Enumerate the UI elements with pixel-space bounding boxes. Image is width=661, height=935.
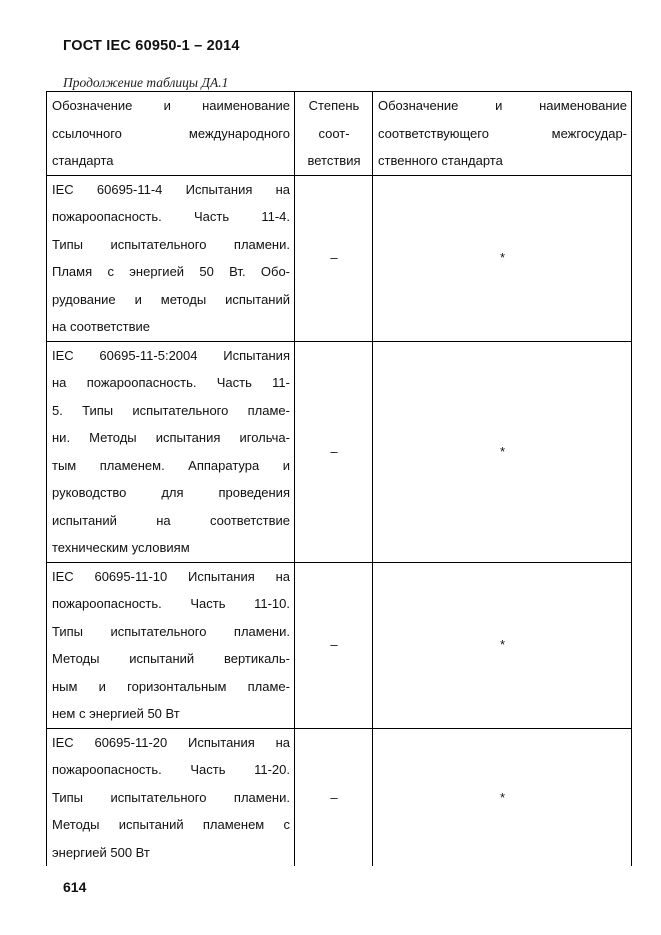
header-line: соот- (318, 125, 350, 141)
header-line: Степень (308, 98, 360, 113)
cell-line: IEC 60695-11-5:2004 Испытания (52, 347, 290, 363)
cell-line: Методы испытаний пламенем с (52, 817, 290, 832)
cell-line: на соответствие (52, 319, 151, 334)
header-degree (295, 92, 373, 176)
header-interstate-standard (373, 92, 632, 176)
cell-line: нем с энергией 50 Вт (52, 706, 180, 721)
table-row (47, 175, 632, 341)
international-standard-cell (47, 341, 295, 562)
cell-line: Типы испытательного пламени. (52, 236, 290, 252)
header-international-standard (47, 92, 295, 176)
cell-line: Пламя с энергией 50 Вт. Обо- (52, 264, 290, 279)
header-line: ссылочного международного (52, 125, 290, 141)
cell-line: Методы испытаний вертикаль- (52, 651, 290, 666)
cell-line: пожароопасность. Часть 11-20. (52, 762, 290, 777)
cell-line: техническим условиям (52, 540, 190, 555)
cell-line: Типы испытательного пламени. (52, 789, 290, 805)
header-line: ственного стандарта (378, 153, 503, 168)
cell-line: Типы испытательного пламени. (52, 623, 290, 639)
cell-line: 5. Типы испытательного пламе- (52, 402, 290, 418)
header-line: Обозначение и наименование (378, 98, 627, 113)
degree-cell: – (295, 728, 373, 866)
header-line: ветствия (307, 153, 361, 168)
international-standard-cell (47, 175, 295, 341)
header-line: Обозначение и наименование (52, 98, 290, 113)
header-line: стандарта (52, 153, 114, 168)
degree-cell: – (295, 562, 373, 728)
international-standard-cell (47, 728, 295, 866)
cell-line: на пожароопасность. Часть 11- (52, 375, 290, 390)
table-row (47, 341, 632, 562)
document-title: ГОСТ IEC 60950-1 – 2014 (63, 38, 240, 54)
cell-line: ным и горизонтальным пламе- (52, 678, 290, 694)
cell-line: руководство для проведения (52, 485, 290, 500)
standards-table (46, 91, 632, 866)
cell-line: IEC 60695-11-4 Испытания на (52, 181, 290, 197)
cell-line: ни. Методы испытания игольча- (52, 430, 290, 445)
interstate-standard-cell: * (373, 341, 632, 562)
cell-line: рудование и методы испытаний (52, 291, 290, 307)
table-caption: Продолжение таблицы ДА.1 (63, 75, 229, 90)
interstate-standard-cell: * (373, 562, 632, 728)
cell-line: энергией 500 Вт (52, 844, 150, 860)
degree-cell: – (295, 341, 373, 562)
interstate-standard-cell: * (373, 175, 632, 341)
header-line: соответствующего межгосудар- (378, 125, 627, 141)
international-standard-cell (47, 562, 295, 728)
cell-line: пожароопасность. Часть 11-10. (52, 596, 290, 611)
cell-line: тым пламенем. Аппаратура и (52, 457, 290, 473)
table-row (47, 562, 632, 728)
cell-line: испытаний на соответствие (52, 512, 290, 528)
cell-line: IEC 60695-11-10 Испытания на (52, 568, 290, 584)
interstate-standard-cell: * (373, 728, 632, 866)
degree-cell: – (295, 175, 373, 341)
page-number: 614 (63, 879, 87, 895)
table-header-row (47, 92, 632, 176)
cell-line: IEC 60695-11-20 Испытания на (52, 734, 290, 750)
table-row (47, 728, 632, 866)
cell-line: пожароопасность. Часть 11-4. (52, 209, 290, 224)
